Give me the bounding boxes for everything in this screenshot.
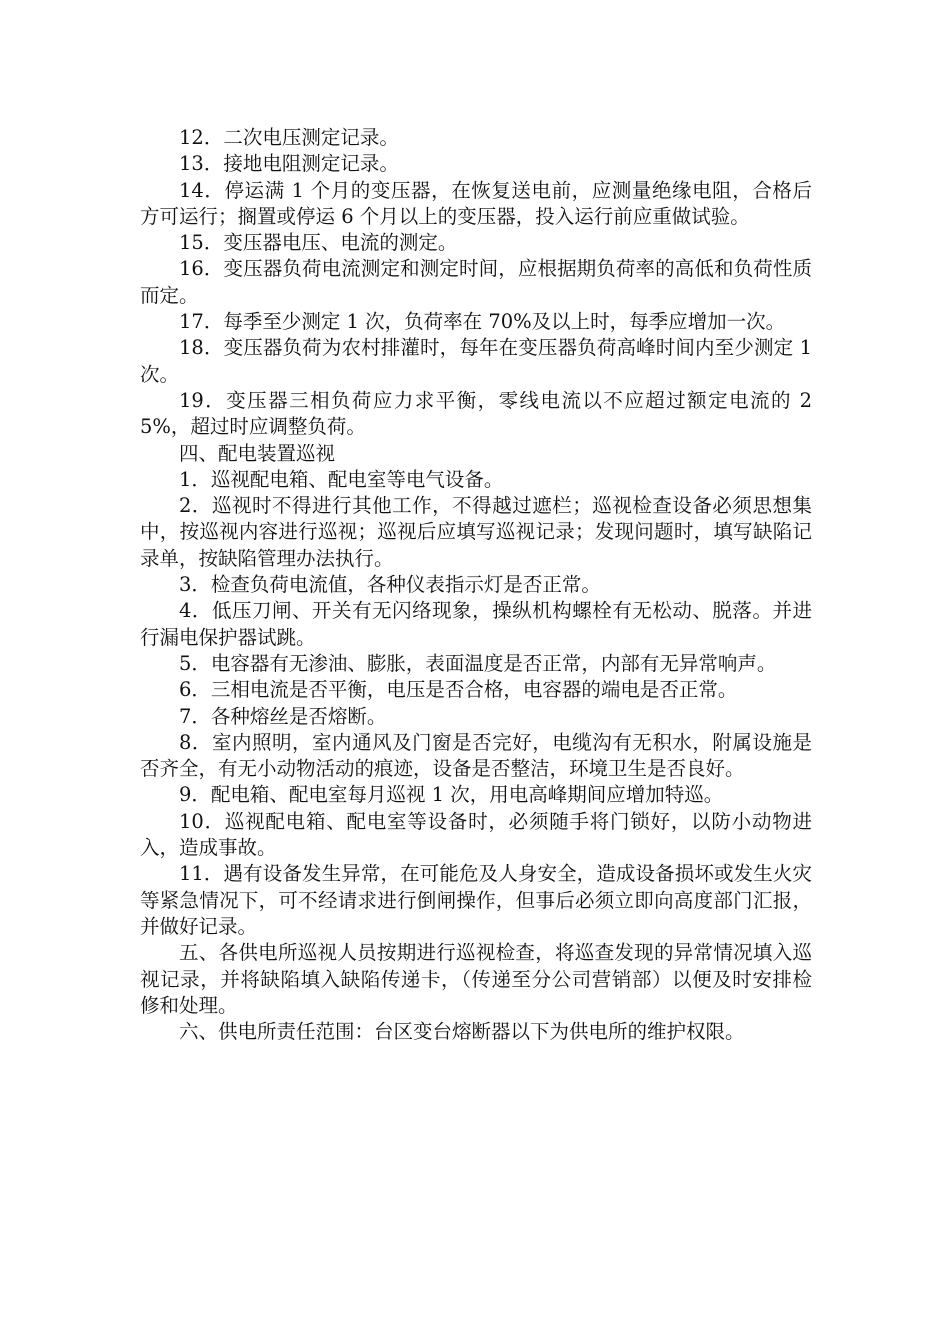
paragraph-item-5: 5．电容器有无渗油、膨胀，表面温度是否正常，内部有无异常响声。 — [179, 651, 777, 675]
paragraph-item-18: 18．变压器负荷为农村排灌时，每年在变压器负荷高峰时间内至少测定 1 次。 — [140, 336, 812, 386]
paragraph-item-17: 17．每季至少测定 1 次，负荷率在 70%及以上时，每季应增加一次。 — [179, 310, 786, 334]
paragraph-item-12: 12．二次电压测定记录。 — [179, 126, 399, 149]
paragraph-item-11: 11．遇有设备发生异常，在可能危及人身安全，造成设备损坏或发生火灾等紧急情况下，可不经请求进行倒闸操作，但事后必须立即向高度部门汇报，并做好记录。 — [140, 862, 812, 938]
paragraph-item-8: 8．室内照明，室内通风及门窗是否完好，电缆沟有无积水，附属设施是否齐全，有无小动物活动的痕迹，设备是否整洁，环境卫生是否良好。 — [140, 730, 812, 781]
paragraph-item-3: 3．检查负荷电流值，各种仪表指示灯是否正常。 — [179, 573, 601, 597]
section-paragraph-6: 六、供电所责任范围：台区变台熔断器以下为供电所的维护权限。 — [179, 1020, 745, 1044]
paragraph-item-16: 16．变压器负荷电流测定和测定时间，应根据期负荷率的高低和负荷性质而定。 — [140, 257, 812, 307]
paragraph-item-6: 6．三相电流是否平衡，电压是否合格，电容器的端电是否正常。 — [179, 678, 738, 702]
paragraph-item-1: 1．巡视配电箱、配电室等电气设备。 — [179, 467, 504, 491]
paragraph-item-14: 14．停运满 1 个月的变压器，在恢复送电前，应测量绝缘电阻，合格后方可运行；搁置或停运 6 个月以上的变压器，投入运行前应重做试验。 — [140, 178, 812, 228]
section-paragraph-5: 五、各供电所巡视人员按期进行巡视检查，将巡查发现的异常情况填入巡视记录，并将缺陷填入缺陷传递卡，（传递至分公司营销部）以便及时安排检修和处理。 — [140, 941, 812, 1017]
paragraph-item-7: 7．各种熔丝是否熔断。 — [179, 704, 387, 728]
paragraph-item-9: 9．配电箱、配电室每月巡视 1 次，用电高峰期间应增加特巡。 — [179, 783, 724, 807]
paragraph-item-4: 4．低压刀闸、开关有无闪络现象，操纵机构螺栓有无松动、脱落。并进行漏电保护器试跳。 — [140, 599, 812, 649]
paragraph-item-13: 13．接地电阻测定记录。 — [179, 152, 399, 176]
paragraph-item-19: 19．变压器三相负荷应力求平衡，零线电流以不应超过额定电流的 25%，超过时应调整负荷。 — [140, 388, 812, 439]
paragraph-item-10: 10．巡视配电箱、配电室等设备时，必须随手将门锁好，以防小动物进入，造成事故。 — [140, 809, 812, 860]
document-body — [140, 125, 812, 1045]
section-heading-4: 四、配电装置巡视 — [179, 441, 336, 465]
paragraph-item-15: 15．变压器电压、电流的测定。 — [179, 231, 458, 255]
paragraph-item-2: 2．巡视时不得进行其他工作，不得越过遮栏；巡视检查设备必须思想集中，按巡视内容进行巡视；巡视后应填写巡视记录；发现问题时，填写缺陷记录单，按缺陷管理办法执行。 — [140, 494, 812, 570]
